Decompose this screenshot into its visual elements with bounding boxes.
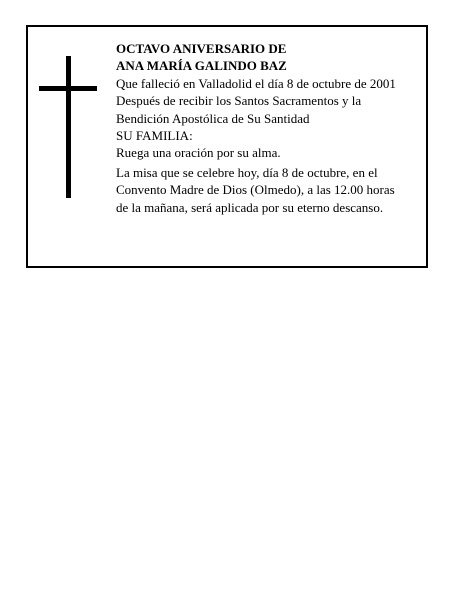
cross-vertical-bar: [66, 56, 71, 198]
notice-mass-line-1: La misa que se celebre hoy, día 8 de octubre, en el: [116, 164, 378, 180]
notice-family-line: SU FAMILIA:: [116, 128, 193, 144]
notice-text-block: [116, 40, 416, 216]
notice-mass-line-2: Convento Madre de Dios (Olmedo), a las 12.00 horas: [116, 182, 395, 198]
notice-heading-line-2: ANA MARÍA GALINDO BAZ: [116, 58, 287, 74]
obituary-notice: [26, 25, 428, 268]
notice-death-line: Que falleció en Valladolid el día 8 de octubre de 2001: [116, 75, 396, 91]
notice-sacraments-line: Después de recibir los Santos Sacramentos y la: [116, 93, 362, 109]
notice-mass-line-3: de la mañana, será aplicada por su eterno descanso.: [116, 199, 384, 215]
notice-blessing-line: Bendición Apostólica de Su Santidad: [116, 110, 310, 126]
notice-heading-line-1: OCTAVO ANIVERSARIO DE: [116, 41, 287, 56]
notice-prayer-line: Ruega una oración por su alma.: [116, 145, 281, 161]
cross-horizontal-bar: [39, 86, 97, 91]
